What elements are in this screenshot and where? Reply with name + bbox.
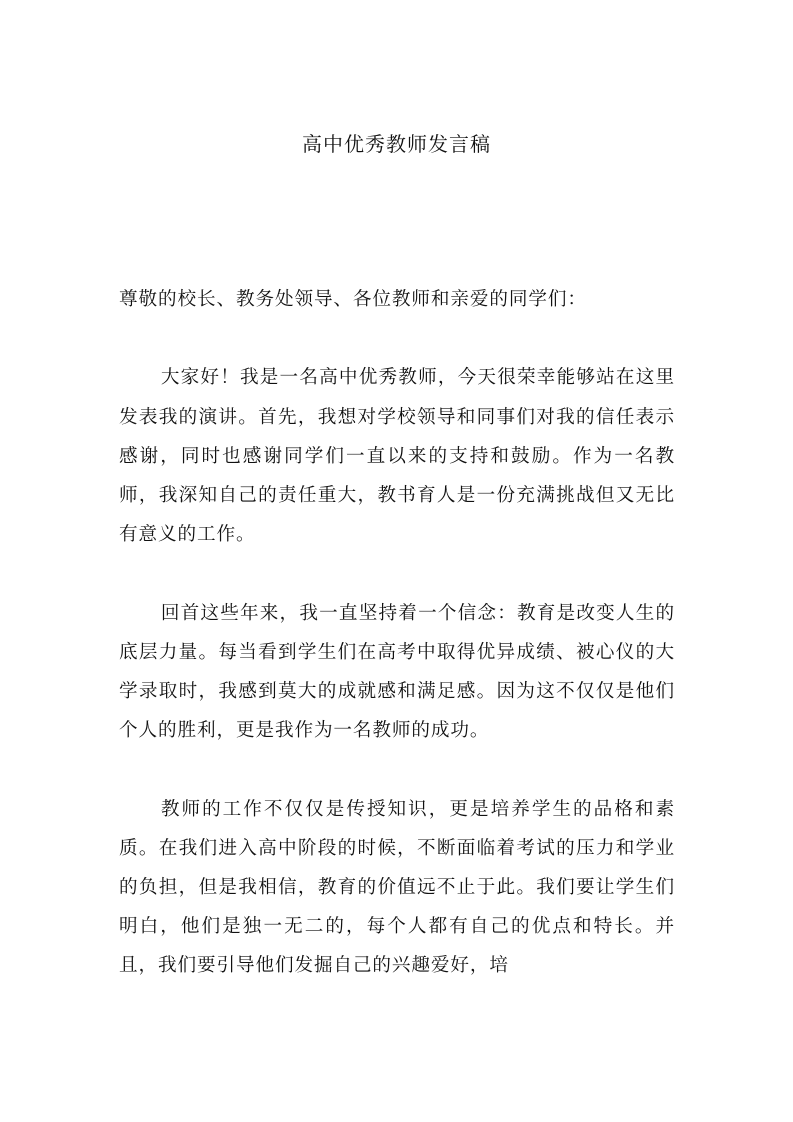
salutation: 尊敬的校长、教务处领导、各位教师和亲爱的同学们： [119,289,587,310]
body-paragraph: 教师的工作不仅仅是传授知识，更是培养学生的品格和素质。在我们进入高中阶段的时候，不断面临着考试的压力和学业的负担，但是我相信，教育的价值远不止于此。我们要让学生们明白，他们是独一无二的，每个人都有自己的优点和特长。并且，我们要引导他们发掘自己的兴趣爱好，培 [119,798,675,977]
document-title: 高中优秀教师发言稿 [302,132,491,156]
body-paragraph: 大家好！我是一名高中优秀教师，今天很荣幸能够站在这里发表我的演讲。首先，我想对学校领导和同事们对我的信任表示感谢，同时也感谢同学们一直以来的支持和鼓励。作为一名教师，我深知自己的责任重大，教书育人是一份充满挑战但又无比有意义的工作。 [119,367,675,546]
body-paragraph: 回首这些年来，我一直坚持着一个信念：教育是改变人生的底层力量。每当看到学生们在高考中取得优异成绩、被心仪的大学录取时，我感到莫大的成就感和满足感。因为这不仅仅是他们个人的胜利，更是我作为一名教师的成功。 [119,602,675,742]
document-body [119,280,675,1025]
